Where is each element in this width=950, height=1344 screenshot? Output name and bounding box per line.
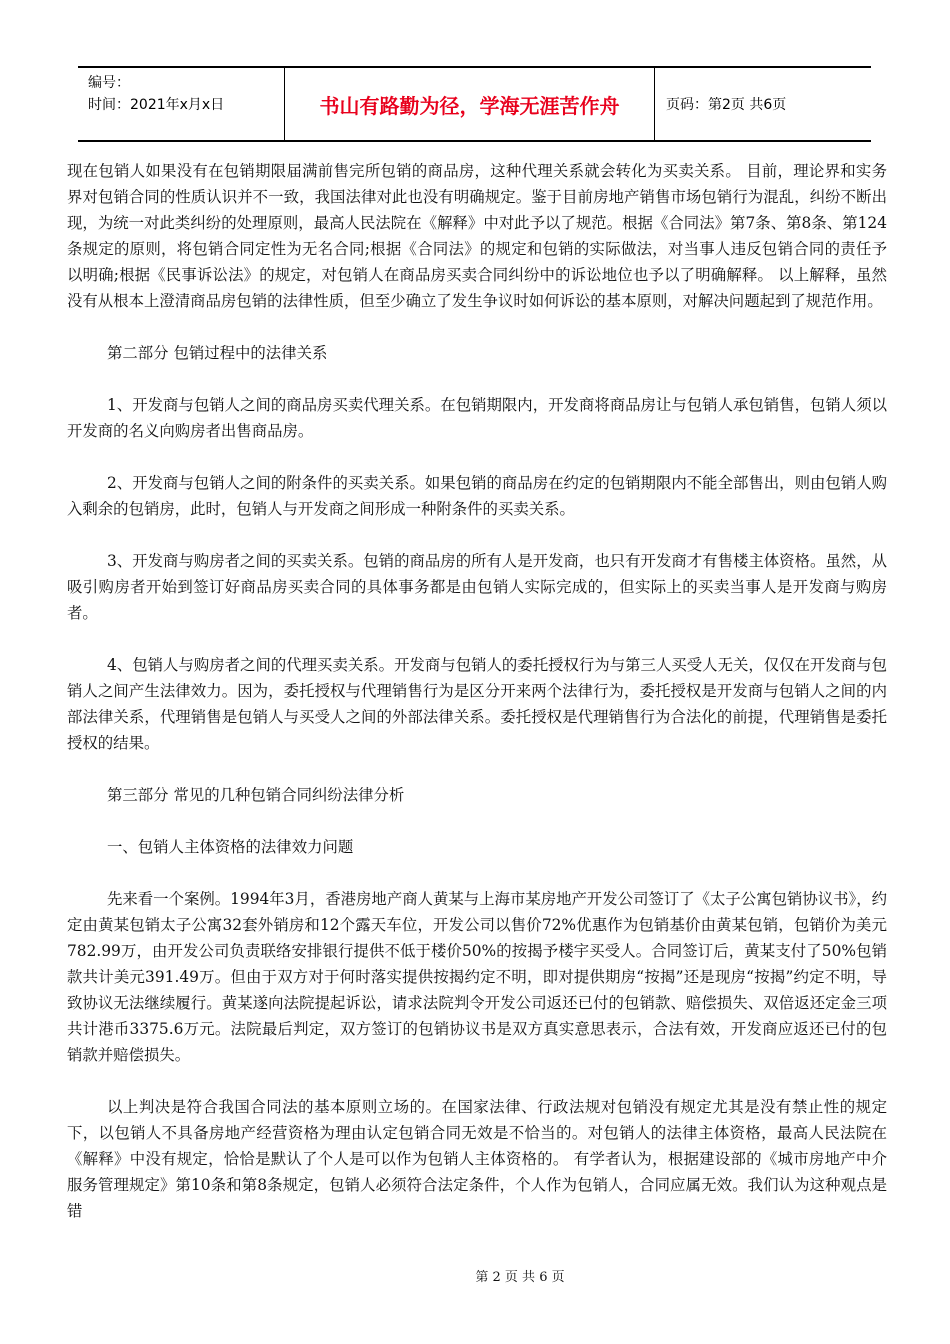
page-footer: 第 2 页 共 6 页 xyxy=(475,1270,565,1285)
section-heading: 第三部分 常见的几种包销合同纠纷法律分析 xyxy=(107,786,405,804)
paragraph: 以上判决是符合我国合同法的基本原则立场的。在国家法律、行政法规对包销没有规定尤其是没有禁止性的规定下，以包销人不具备房地产经营资格为理由认定包销合同无效是不恰当的。对包销人的法律主体资格，最高人民法院在《解释》中没有规定，恰恰是默认了个人是可以作为包销人主体资格的。 有学者认为，根据建设部的《城市房地产中介服务管理规定》第10条和第8条规定，包销人必须符合法定条件，个人作为包销人，合同应属无效。我们认为这种观点是错 xyxy=(67,1098,887,1220)
subsection-heading: 一、包销人主体资格的法律效力问题 xyxy=(107,838,354,856)
header-motto: 书山有路勤为径，学海无涯苦作舟 xyxy=(319,93,620,118)
paragraph: 3、开发商与购房者之间的买卖关系。包销的商品房的所有人是开发商，也只有开发商才有售楼主体资格。虽然，从吸引购房者开始到签订好商品房买卖合同的具体事务都是由包销人实际完成的，但实际上的买卖当事人是开发商与购房者。 xyxy=(67,552,887,622)
paragraph: 4、包销人与购房者之间的代理买卖关系。开发商与包销人的委托授权行为与第三人买受人无关，仅仅在开发商与包销人之间产生法律效力。因为，委托授权与代理销售行为是区分开来两个法律行为，委托授权是开发商与包销人之间的内部法律关系，代理销售是包销人与买受人之间的外部法律关系。委托授权是代理销售行为合法化的前提，代理销售是委托授权的结果。 xyxy=(67,656,887,752)
paragraph: 现在包销人如果没有在包销期限届满前售完所包销的商品房，这种代理关系就会转化为买卖关系。 目前，理论界和实务界对包销合同的性质认识并不一致，我国法律对此也没有明确规定。鉴于目前房地产销售市场包销行为混乱，纠纷不断出现，为统一对此类纠纷的处理原则，最高人民法院在《解释》中对此予以了规范。根据《合同法》第7条、第8条、第124条规定的原则，将包销合同定性为无名合同;根据《合同法》的规定和包销的实际做法，对当事人违反包销合同的责任予以明确;根据《民事诉讼法》的规定，对包销人在商品房买卖合同纠纷中的诉讼地位也予以了明确解释。 以上解释，虽然没有从根本上澄清商品房包销的法律性质，但至少确立了发生争议时如何诉讼的基本原则，对解决问题起到了规范作用。 xyxy=(67,162,887,310)
date-label: 时间：2021年x月x日 xyxy=(88,97,225,113)
paragraph: 1、开发商与包销人之间的商品房买卖代理关系。在包销期限内，开发商将商品房让与包销人承包销售，包销人须以开发商的名义向购房者出售商品房。 xyxy=(67,396,887,440)
header-table xyxy=(78,66,871,142)
header-divider xyxy=(654,68,655,140)
header-page-info: 页码：第2页 共6页 xyxy=(666,97,787,113)
section-heading: 第二部分 包销过程中的法律关系 xyxy=(107,344,328,362)
document-body xyxy=(67,158,887,1224)
paragraph: 2、开发商与包销人之间的附条件的买卖关系。如果包销的商品房在约定的包销期限内不能全部售出，则由包销人购入剩余的包销房，此时，包销人与开发商之间形成一种附条件的买卖关系。 xyxy=(67,474,887,518)
number-label: 编号： xyxy=(88,75,130,91)
header-meta xyxy=(88,72,280,116)
paragraph: 先来看一个案例。1994年3月，香港房地产商人黄某与上海市某房地产开发公司签订了《太子公寓包销协议书》，约定由黄某包销太子公寓32套外销房和12个露天车位，开发公司以售价72%优惠作为包销基价由黄某包销，包销价为美元782.99万，由开发公司负责联络安排银行提供不低于楼价50%的按揭予楼宇买受人。合同签订后，黄某支付了50%包销款共计美元391.49万。但由于双方对于何时落实提供按揭约定不明，即对提供期房“按揭”还是现房“按揭”约定不明，导致协议无法继续履行。黄某遂向法院提起诉讼，请求法院判令开发公司返还已付的包销款、赔偿损失、双倍返还定金三项共计港币3375.6万元。法院最后判定，双方签订的包销协议书是双方真实意思表示，合法有效，开发商应返还已付的包销款并赔偿损失。 xyxy=(67,890,888,1064)
